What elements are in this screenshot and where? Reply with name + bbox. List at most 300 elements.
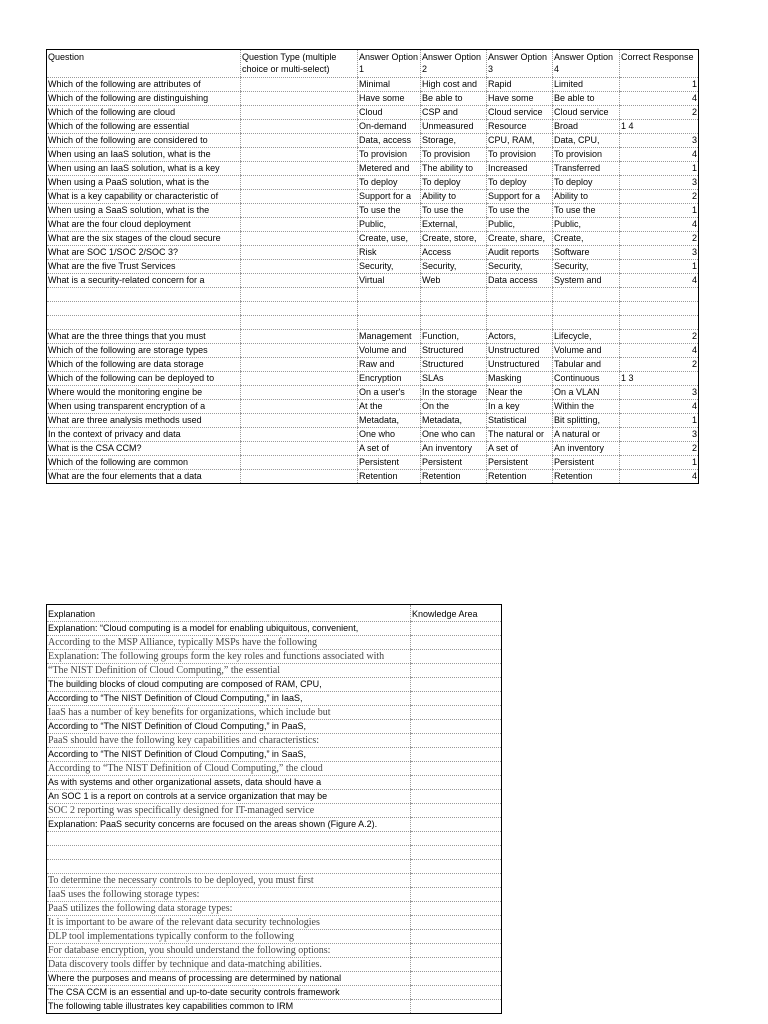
table-cell[interactable]: Support for a: [487, 190, 553, 204]
table-cell[interactable]: SLAs: [421, 372, 487, 386]
table-cell[interactable]: [411, 958, 502, 972]
table-cell[interactable]: On a VLAN: [553, 386, 620, 400]
table-cell[interactable]: A set of: [487, 442, 553, 456]
table-cell[interactable]: [241, 260, 358, 274]
table-cell[interactable]: What are SOC 1/SOC 2/SOC 3?: [47, 246, 241, 260]
column-header[interactable]: Question: [47, 50, 241, 78]
table-cell[interactable]: [411, 776, 502, 790]
table-cell[interactable]: [358, 288, 421, 302]
table-cell[interactable]: Statistical: [487, 414, 553, 428]
table-cell[interactable]: Where would the monitoring engine be: [47, 386, 241, 400]
table-cell[interactable]: External,: [421, 218, 487, 232]
column-header[interactable]: Question Type (multiple choice or multi-select): [241, 50, 358, 78]
table-cell[interactable]: Ability to: [421, 190, 487, 204]
table-cell[interactable]: IaaS has a number of key benefits for organizations, which include but: [47, 706, 411, 720]
table-row: [47, 706, 502, 720]
table-row: [47, 120, 699, 134]
table-cell[interactable]: What is a security-related concern for a: [47, 274, 241, 288]
table-cell[interactable]: 4: [620, 344, 699, 358]
table-cell[interactable]: 4: [620, 218, 699, 232]
table-cell[interactable]: Unstructured: [487, 344, 553, 358]
table-row: [47, 92, 699, 106]
table-cell[interactable]: Data, CPU,: [553, 134, 620, 148]
table-cell[interactable]: To provision: [358, 148, 421, 162]
table-cell[interactable]: [411, 874, 502, 888]
table-cell[interactable]: [411, 748, 502, 762]
table-cell[interactable]: To determine the necessary controls to be deployed, you must first: [47, 874, 411, 888]
table-cell[interactable]: 2: [620, 232, 699, 246]
table-cell[interactable]: Where the purposes and means of processing are determined by national: [47, 972, 411, 986]
table-cell[interactable]: The CSA CCM is an essential and up-to-date security controls framework: [47, 986, 411, 1000]
table-cell[interactable]: Volume and: [358, 344, 421, 358]
table-cell[interactable]: “The NIST Definition of Cloud Computing,” the essential: [47, 664, 411, 678]
table-row: [47, 302, 699, 316]
table-cell[interactable]: To use the: [358, 204, 421, 218]
table-cell[interactable]: PaaS utilizes the following data storage types:: [47, 902, 411, 916]
column-header[interactable]: Correct Response: [620, 50, 699, 78]
table-cell[interactable]: To deploy: [487, 176, 553, 190]
table-cell[interactable]: The following table illustrates key capabilities common to IRM: [47, 1000, 411, 1014]
table-cell[interactable]: Security,: [553, 260, 620, 274]
table-cell[interactable]: [411, 622, 502, 636]
table-row: [47, 330, 699, 344]
table-row: [47, 804, 502, 818]
table-cell[interactable]: [411, 860, 502, 874]
table-row: [47, 106, 699, 120]
table-cell[interactable]: One who: [358, 428, 421, 442]
table-cell[interactable]: Which of the following are common: [47, 456, 241, 470]
column-header[interactable]: Explanation: [47, 605, 411, 622]
table-cell[interactable]: Explanation: The following groups form the key roles and functions associated with: [47, 650, 411, 664]
table-cell[interactable]: Support for a: [358, 190, 421, 204]
table-cell[interactable]: [411, 650, 502, 664]
table-cell[interactable]: Tabular and: [553, 358, 620, 372]
table-cell[interactable]: [421, 288, 487, 302]
table-cell[interactable]: Audit reports: [487, 246, 553, 260]
table-cell[interactable]: IaaS uses the following storage types:: [47, 888, 411, 902]
table-cell[interactable]: Unmeasured: [421, 120, 487, 134]
table-cell[interactable]: Create, store,: [421, 232, 487, 246]
table-cell[interactable]: Rapid: [487, 78, 553, 92]
table-cell[interactable]: [411, 902, 502, 916]
table-cell[interactable]: [411, 846, 502, 860]
table-cell[interactable]: To deploy: [358, 176, 421, 190]
table-cell[interactable]: [241, 372, 358, 386]
table-cell[interactable]: DLP tool implementations typically conform to the following: [47, 930, 411, 944]
table-row: [47, 832, 502, 846]
table-cell[interactable]: Explanation: “Cloud computing is a model for enabling ubiquitous, convenient,: [47, 622, 411, 636]
table-cell[interactable]: Create, use,: [358, 232, 421, 246]
table-cell[interactable]: [241, 330, 358, 344]
table-cell[interactable]: What are three analysis methods used: [47, 414, 241, 428]
table-cell[interactable]: An inventory: [421, 442, 487, 456]
table-cell[interactable]: [411, 818, 502, 832]
column-header[interactable]: Answer Option 1: [358, 50, 421, 78]
table-cell[interactable]: Near the: [487, 386, 553, 400]
table-row: [47, 958, 502, 972]
table-cell[interactable]: Web: [421, 274, 487, 288]
table-cell[interactable]: 2: [620, 358, 699, 372]
table-cell[interactable]: SOC 2 reporting was specifically designed for IT-managed service: [47, 804, 411, 818]
table-cell[interactable]: According to “The NIST Definition of Cloud Computing,” the cloud: [47, 762, 411, 776]
table-cell[interactable]: Unstructured: [487, 358, 553, 372]
table-cell[interactable]: 1 4: [620, 120, 699, 134]
table-row: [47, 246, 699, 260]
table-cell[interactable]: Retention: [358, 470, 421, 484]
table-cell[interactable]: Data, access: [358, 134, 421, 148]
table-cell[interactable]: [241, 190, 358, 204]
table-cell[interactable]: [620, 288, 699, 302]
table-cell[interactable]: 3: [620, 428, 699, 442]
table-row: [47, 846, 502, 860]
table-cell[interactable]: Increased: [487, 162, 553, 176]
table-cell[interactable]: [358, 302, 421, 316]
table-cell[interactable]: Public,: [487, 218, 553, 232]
table-cell[interactable]: Cloud service: [487, 106, 553, 120]
table-cell[interactable]: [241, 218, 358, 232]
table-cell[interactable]: In a key: [487, 400, 553, 414]
table-cell[interactable]: According to “The NIST Definition of Cloud Computing,” in PaaS,: [47, 720, 411, 734]
table-cell[interactable]: [411, 972, 502, 986]
header-row: [47, 50, 699, 78]
table-cell[interactable]: Which of the following are considered to: [47, 134, 241, 148]
table-cell[interactable]: 2: [620, 330, 699, 344]
table-cell[interactable]: CPU, RAM,: [487, 134, 553, 148]
table-cell[interactable]: Be able to: [553, 92, 620, 106]
table-cell[interactable]: Data discovery tools differ by technique and data-matching abilities.: [47, 958, 411, 972]
table-cell[interactable]: Storage,: [421, 134, 487, 148]
table-cell[interactable]: [241, 176, 358, 190]
table-cell[interactable]: 1: [620, 260, 699, 274]
table-cell[interactable]: Create, share,: [487, 232, 553, 246]
table-row: [47, 386, 699, 400]
table-cell[interactable]: [411, 692, 502, 706]
table-cell[interactable]: 1 3: [620, 372, 699, 386]
table-cell[interactable]: According to “The NIST Definition of Cloud Computing,” in IaaS,: [47, 692, 411, 706]
table-cell[interactable]: [241, 456, 358, 470]
table-cell[interactable]: [241, 134, 358, 148]
table-cell[interactable]: When using a SaaS solution, what is the: [47, 204, 241, 218]
table-row: [47, 260, 699, 274]
table-cell[interactable]: Ability to: [553, 190, 620, 204]
table-row: [47, 78, 699, 92]
table-cell[interactable]: 4: [620, 92, 699, 106]
table-cell[interactable]: [241, 106, 358, 120]
table-cell[interactable]: The ability to: [421, 162, 487, 176]
table-cell[interactable]: Security,: [421, 260, 487, 274]
table-cell[interactable]: Retention: [421, 470, 487, 484]
table-cell[interactable]: Data access: [487, 274, 553, 288]
table-row: [47, 986, 502, 1000]
table-cell[interactable]: [553, 316, 620, 330]
table-cell[interactable]: 3: [620, 176, 699, 190]
table-cell[interactable]: Be able to: [421, 92, 487, 106]
explanations-table: [46, 604, 502, 1014]
table-cell[interactable]: On the: [421, 400, 487, 414]
table-cell[interactable]: What are the five Trust Services: [47, 260, 241, 274]
table-cell[interactable]: PaaS should have the following key capabilities and characteristics:: [47, 734, 411, 748]
table-cell[interactable]: When using an IaaS solution, what is a key: [47, 162, 241, 176]
table-cell[interactable]: Metadata,: [358, 414, 421, 428]
table-cell[interactable]: An inventory: [553, 442, 620, 456]
table-cell[interactable]: 2: [620, 106, 699, 120]
table-row: [47, 274, 699, 288]
table-cell[interactable]: [241, 442, 358, 456]
table-cell[interactable]: CSP and: [421, 106, 487, 120]
table-cell[interactable]: System and: [553, 274, 620, 288]
table-row: [47, 678, 502, 692]
table-cell[interactable]: Which of the following are essential: [47, 120, 241, 134]
table-cell[interactable]: [411, 678, 502, 692]
table-row: [47, 650, 502, 664]
table-cell[interactable]: [241, 288, 358, 302]
table-cell[interactable]: [411, 986, 502, 1000]
table-cell[interactable]: [47, 832, 411, 846]
table-cell[interactable]: [241, 274, 358, 288]
table-cell[interactable]: At the: [358, 400, 421, 414]
table-cell[interactable]: Limited: [553, 78, 620, 92]
table-cell[interactable]: It is important to be aware of the relevant data security technologies: [47, 916, 411, 930]
table-cell[interactable]: To use the: [487, 204, 553, 218]
table-cell[interactable]: Resource: [487, 120, 553, 134]
table-cell[interactable]: [241, 428, 358, 442]
table-row: [47, 762, 502, 776]
table-cell[interactable]: [553, 288, 620, 302]
table-cell[interactable]: 1: [620, 162, 699, 176]
table-cell[interactable]: Which of the following can be deployed to: [47, 372, 241, 386]
table-row: [47, 916, 502, 930]
table-cell[interactable]: Which of the following are attributes of: [47, 78, 241, 92]
table-row: [47, 818, 502, 832]
table-cell[interactable]: [47, 302, 241, 316]
table-cell[interactable]: [553, 302, 620, 316]
table-cell[interactable]: [241, 316, 358, 330]
table-cell[interactable]: [411, 930, 502, 944]
table-cell[interactable]: Function,: [421, 330, 487, 344]
table-cell[interactable]: [411, 944, 502, 958]
table-cell[interactable]: [411, 762, 502, 776]
table-cell[interactable]: According to “The NIST Definition of Cloud Computing,” in SaaS,: [47, 748, 411, 762]
table-cell[interactable]: [358, 316, 421, 330]
table-cell[interactable]: Minimal: [358, 78, 421, 92]
table-cell[interactable]: [241, 232, 358, 246]
table-cell[interactable]: Public,: [358, 218, 421, 232]
table-cell[interactable]: [241, 358, 358, 372]
table-cell[interactable]: [411, 832, 502, 846]
table-cell[interactable]: The natural or: [487, 428, 553, 442]
table-cell[interactable]: [487, 302, 553, 316]
table-cell[interactable]: What is the CSA CCM?: [47, 442, 241, 456]
table-cell[interactable]: According to the MSP Alliance, typically MSPs have the following: [47, 636, 411, 650]
table-cell[interactable]: Which of the following are distinguishing: [47, 92, 241, 106]
table-cell[interactable]: Encryption: [358, 372, 421, 386]
table-cell[interactable]: A set of: [358, 442, 421, 456]
table-cell[interactable]: To use the: [421, 204, 487, 218]
table-cell[interactable]: [241, 148, 358, 162]
table-cell[interactable]: [47, 288, 241, 302]
table-cell[interactable]: [411, 916, 502, 930]
table-cell[interactable]: Lifecycle,: [553, 330, 620, 344]
table-cell[interactable]: [411, 720, 502, 734]
table-cell[interactable]: 4: [620, 148, 699, 162]
table-cell[interactable]: 2: [620, 442, 699, 456]
table-cell[interactable]: To deploy: [553, 176, 620, 190]
table-cell[interactable]: Transferred: [553, 162, 620, 176]
table-cell[interactable]: What are the three things that you must: [47, 330, 241, 344]
table-cell[interactable]: Have some: [487, 92, 553, 106]
table-row: [47, 372, 699, 386]
table-cell[interactable]: [411, 1000, 502, 1014]
table-cell[interactable]: Which of the following are data storage: [47, 358, 241, 372]
table-cell[interactable]: Retention: [487, 470, 553, 484]
table-cell[interactable]: [47, 846, 411, 860]
table-cell[interactable]: [241, 204, 358, 218]
table-cell[interactable]: 4: [620, 274, 699, 288]
table-cell[interactable]: Structured: [421, 358, 487, 372]
table-row: [47, 204, 699, 218]
column-header[interactable]: Answer Option 3: [487, 50, 553, 78]
table-row: [47, 456, 699, 470]
table-cell[interactable]: [241, 344, 358, 358]
table-cell[interactable]: Broad: [553, 120, 620, 134]
table-cell[interactable]: Public,: [553, 218, 620, 232]
table-cell[interactable]: Continuous: [553, 372, 620, 386]
table-cell[interactable]: [411, 804, 502, 818]
table-cell[interactable]: Persistent: [421, 456, 487, 470]
table-cell[interactable]: Persistent: [553, 456, 620, 470]
table-row: [47, 176, 699, 190]
table-cell[interactable]: To deploy: [421, 176, 487, 190]
table-cell[interactable]: 1: [620, 414, 699, 428]
table-cell[interactable]: Bit splitting,: [553, 414, 620, 428]
table-cell[interactable]: Management: [358, 330, 421, 344]
table-cell[interactable]: The building blocks of cloud computing are composed of RAM, CPU,: [47, 678, 411, 692]
table-cell[interactable]: 4: [620, 400, 699, 414]
table-cell[interactable]: Which of the following are storage types: [47, 344, 241, 358]
table-cell[interactable]: For database encryption, you should understand the following options:: [47, 944, 411, 958]
table-cell[interactable]: To use the: [553, 204, 620, 218]
table-cell[interactable]: Actors,: [487, 330, 553, 344]
table-cell[interactable]: One who can: [421, 428, 487, 442]
table-cell[interactable]: Have some: [358, 92, 421, 106]
table-cell[interactable]: Cloud service: [553, 106, 620, 120]
table-cell[interactable]: [411, 790, 502, 804]
table-cell[interactable]: On-demand: [358, 120, 421, 134]
table-cell[interactable]: Which of the following are cloud: [47, 106, 241, 120]
table-cell[interactable]: 3: [620, 246, 699, 260]
table-cell[interactable]: [411, 734, 502, 748]
table-cell[interactable]: Access: [421, 246, 487, 260]
table-cell[interactable]: Cloud: [358, 106, 421, 120]
column-header[interactable]: Answer Option 2: [421, 50, 487, 78]
table-cell[interactable]: Create,: [553, 232, 620, 246]
table-cell[interactable]: As with systems and other organizational assets, data should have a: [47, 776, 411, 790]
table-cell[interactable]: [241, 470, 358, 484]
table-cell[interactable]: 3: [620, 386, 699, 400]
table-cell[interactable]: [241, 162, 358, 176]
table-cell[interactable]: [411, 706, 502, 720]
table-cell[interactable]: [241, 120, 358, 134]
table-cell[interactable]: 1: [620, 456, 699, 470]
table-cell[interactable]: To provision: [421, 148, 487, 162]
table-cell[interactable]: Metered and: [358, 162, 421, 176]
table-cell[interactable]: Persistent: [358, 456, 421, 470]
table-cell[interactable]: Software: [553, 246, 620, 260]
column-header[interactable]: Knowledge Area: [411, 605, 502, 622]
table-row: [47, 470, 699, 484]
table-cell[interactable]: [421, 302, 487, 316]
table-cell[interactable]: When using transparent encryption of a: [47, 400, 241, 414]
table-cell[interactable]: 1: [620, 204, 699, 218]
table-cell[interactable]: 1: [620, 78, 699, 92]
table-cell[interactable]: Within the: [553, 400, 620, 414]
column-header[interactable]: Answer Option 4: [553, 50, 620, 78]
table-cell[interactable]: High cost and: [421, 78, 487, 92]
table-cell[interactable]: [241, 92, 358, 106]
table-row: [47, 288, 699, 302]
table-cell[interactable]: What are the six stages of the cloud secure: [47, 232, 241, 246]
table-cell[interactable]: Explanation: PaaS security concerns are focused on the areas shown (Figure A.2).: [47, 818, 411, 832]
table-cell[interactable]: Security,: [487, 260, 553, 274]
table-cell[interactable]: Structured: [421, 344, 487, 358]
table-cell[interactable]: [620, 316, 699, 330]
table-cell[interactable]: [47, 316, 241, 330]
table-cell[interactable]: [241, 386, 358, 400]
table-cell[interactable]: Retention: [553, 470, 620, 484]
table-cell[interactable]: Masking: [487, 372, 553, 386]
table-row: [47, 218, 699, 232]
table-cell[interactable]: [411, 888, 502, 902]
table-cell[interactable]: What is a key capability or characteristic of: [47, 190, 241, 204]
table-cell[interactable]: Volume and: [553, 344, 620, 358]
table-cell[interactable]: 4: [620, 470, 699, 484]
table-cell[interactable]: In the storage: [421, 386, 487, 400]
table-cell[interactable]: Risk: [358, 246, 421, 260]
table-row: [47, 748, 502, 762]
table-cell[interactable]: When using an IaaS solution, what is the: [47, 148, 241, 162]
table-cell[interactable]: [241, 246, 358, 260]
table-cell[interactable]: [47, 860, 411, 874]
table-cell[interactable]: To provision: [553, 148, 620, 162]
table-cell[interactable]: [411, 664, 502, 678]
table-cell[interactable]: When using a PaaS solution, what is the: [47, 176, 241, 190]
table-row: [47, 790, 502, 804]
table-cell[interactable]: A natural or: [553, 428, 620, 442]
table-cell[interactable]: [487, 288, 553, 302]
table-cell[interactable]: What are the four cloud deployment: [47, 218, 241, 232]
table-cell[interactable]: What are the four elements that a data: [47, 470, 241, 484]
table-cell[interactable]: Raw and: [358, 358, 421, 372]
table-cell[interactable]: Persistent: [487, 456, 553, 470]
table-cell[interactable]: To provision: [487, 148, 553, 162]
table-cell[interactable]: [241, 400, 358, 414]
table-cell[interactable]: In the context of privacy and data: [47, 428, 241, 442]
table-cell[interactable]: On a user's: [358, 386, 421, 400]
table-cell[interactable]: Metadata,: [421, 414, 487, 428]
table-cell[interactable]: [241, 78, 358, 92]
table-cell[interactable]: [487, 316, 553, 330]
table-cell[interactable]: 3: [620, 134, 699, 148]
table-cell[interactable]: Security,: [358, 260, 421, 274]
table-cell[interactable]: [620, 302, 699, 316]
table-cell[interactable]: Virtual: [358, 274, 421, 288]
table-cell[interactable]: [411, 636, 502, 650]
table-cell[interactable]: [421, 316, 487, 330]
table-cell[interactable]: An SOC 1 is a report on controls at a service organization that may be: [47, 790, 411, 804]
table-cell[interactable]: [241, 302, 358, 316]
table-cell[interactable]: 2: [620, 190, 699, 204]
table-cell[interactable]: [241, 414, 358, 428]
